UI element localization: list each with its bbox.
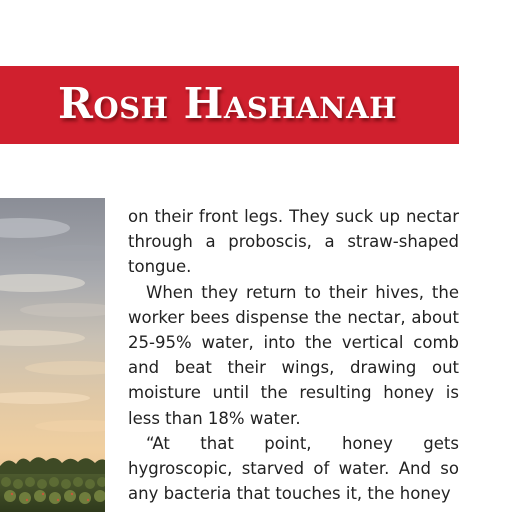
- article-paragraph: “At that point, honey gets hygroscopic, starved of water. And so any bacteria that touches it, the honey: [128, 433, 459, 504]
- article-paragraph: When they return to their hives, the worker bees dispense the nectar, about 25-95% water, into the vertical comb and beat their wings, drawing out moisture until the resulting honey is less than 18% water.: [128, 282, 459, 428]
- photo-illustration: [0, 198, 105, 512]
- sunset-orchard-photo: [0, 198, 105, 512]
- article-body: [128, 204, 459, 506]
- section-title: Rosh Hashanah: [58, 79, 398, 128]
- article-paragraph: on their front legs. They suck up nectar through a proboscis, a straw-shaped tongue.: [128, 207, 459, 277]
